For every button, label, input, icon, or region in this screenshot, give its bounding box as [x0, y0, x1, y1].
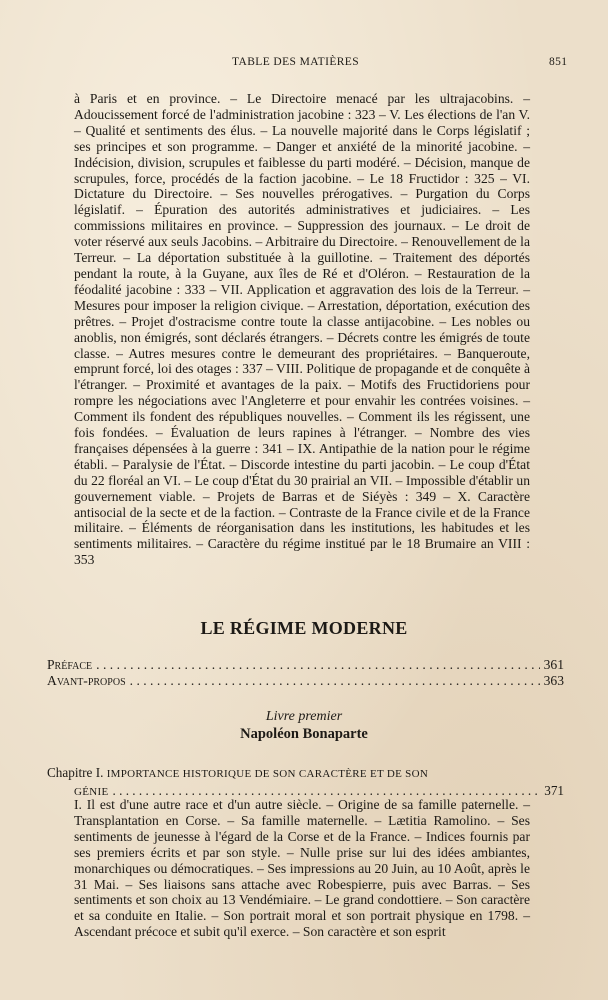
running-title: TABLE DES MATIÈRES: [232, 56, 360, 68]
chapter-heading-continued: GÉNIE: [74, 785, 109, 798]
chapter-heading-line: [47, 765, 564, 783]
toc-entry-page: 363: [543, 673, 564, 688]
chapter-number: Chapitre I.: [47, 765, 104, 780]
chapter-summary-text: I. Il est d'une autre race et d'un autre siècle. – Origine de sa famille paternelle. – Transplantation en Corse. – Sa famille maternelle. – Lætitia Ramolino. – Ses sentiments de jeunesse à l'égard de la Corse et de la France. – Indices fournis par ses premiers écrits et par son style. – Nulle prise sur lui des idées ambiantes, monarchiques ou démocratiques. – Ses impressions au 20 Juin, au 10 Août, après le 31 Mai. – Ses liaisons sans attache avec Robespierre, puis avec Barras. – Ses sentiments et son choix au 13 Vendémiaire. – Le grand condottiere. – Son caractère et sa conduite en Italie. – Son portrait moral et son portrait physique en 1798. – Ascendant précoce et subit qu'il exerce. – Son caractère et son esprit: [74, 797, 530, 940]
toc-entry-chapter-1[interactable]: [47, 765, 564, 801]
toc-entry-page: 361: [543, 657, 564, 672]
page-number: 851: [549, 56, 568, 68]
chapter-heading: IMPORTANCE HISTORIQUE DE SON CARACTÈRE ET DE SON: [106, 768, 429, 780]
dot-leader: [96, 657, 539, 673]
toc-entry-label: Préface: [47, 657, 93, 672]
chapter-summary-text: à Paris et en province. – Le Directoire menacé par les ultrajacobins. – Adoucissement forcé de l'administration jacobine : 323 – V. Les élections de l'an V. – Qualité et sentiments des élus. – La nouvelle majorité dans le Corps législatif ; ses principes et son programme. – Danger et anxiété de la minorité jacobine. – Indécision, division, scrupules et faiblesse du parti modéré. – Décision, manque de scrupules, force, procédés de la faction jacobine. – Le 18 Fructidor : 325 – VI. Dictature du Directoire. – Ses nouvelles prérogatives. – Purgation du Corps législatif. – Épuration des autorités administratives et judiciaires. – Les commissions militaires en province. – Suppression des journaux. – Le droit de voter réservé aux seuls Jacobins. – Arbitraire du Directoire. – Renouvellement de la Terreur. – La déportation substituée à la guillotine. – Traitement des déportés pendant la route, à la Guyane, aux îles de Ré et d'Oléron. – Restauration de la féodalité jacobine : 333 – VII. Application et aggravation des lois de la Terreur. – Mesures pour imposer la religion civique. – Arrestation, déportation, exécution des prêtres. – Projet d'ostracisme contre toute la classe antijacobine. – Les nobles ou anoblis, non émigrés, sont déclarés étrangers. – Décrets contre les émigrés de toute classe. – Autres mesures contre le demeurant des propriétaires. – Banqueroute, emprunt forcé, loi des otages : 337 – VIII. Politique de propagande et de conquête à l'étranger. – Proximité et avantages de la paix. – Motifs des Fructidoriens pour rompre les négociations avec l'Angleterre et pour envahir les contrées voisines. – Comment ils fondent des républiques nouvelles. – Comment ils les régissent, une fois fondées. – Évaluation de leurs rapines à l'étranger. – Nombre des vies françaises dépensées à la guerre : 341 – IX. Antipathie de la nation pour le régime établi. – Paralysie de l'État. – Discorde intestine du parti jacobin. – Le coup d'État du 22 floréal an VI. – Le coup d'État du 30 prairial an VII. – Impossible d'établir un gouvernement viable. – Projets de Barras et de Siéyès : 349 – X. Caractère antisocial de la secte et de la faction. – Contraste de la France civile et de la France militaire. – Éléments de réorganisation dans les institutions, les habitudes et les sentiments militaires. – Caractère du régime institué par le 18 Brumaire an VIII : 353: [74, 91, 530, 568]
toc-entry-avant-propos[interactable]: [47, 673, 564, 689]
toc-entry-label: Avant-propos: [47, 673, 126, 688]
dot-leader: [130, 673, 540, 689]
toc-entry-page: 371: [544, 782, 564, 798]
book-label: Livre premier: [265, 709, 343, 724]
book-title: Napoléon Bonaparte: [240, 726, 368, 742]
toc-entry-preface[interactable]: [47, 657, 564, 673]
part-title: LE RÉGIME MODERNE: [200, 618, 408, 638]
